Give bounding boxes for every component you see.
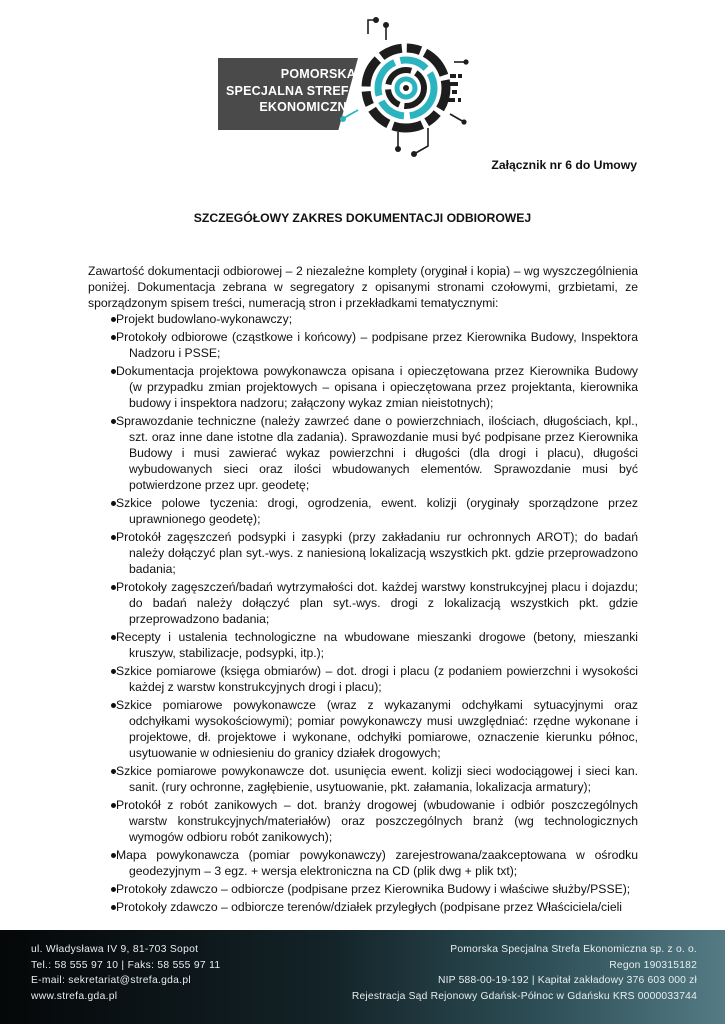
bullet-icon xyxy=(111,803,116,808)
logo-line-1: POMORSKA xyxy=(280,67,356,81)
list-item: Szkice polowe tyczenia: drogi, ogrodzenia, ewent. kolizji (oryginały sporządzone przez uprawnionego geodetę); xyxy=(88,495,638,527)
footer-company: Pomorska Specjalna Strefa Ekonomiczna sp. z o. o. xyxy=(450,944,697,955)
list-item: Recepty i ustalenia technologiczne na wbudowane mieszanki drogowe (betony, mieszanki kruszyw, stabilizacje, podsypki, itp.); xyxy=(88,629,638,661)
bullet-icon xyxy=(111,335,116,340)
list-item: Mapa powykonawcza (pomiar powykonawczy) zarejestrowana/zaakceptowana w ośrodku geodezyjnym – 3 egz. + wersja elektroniczna na CD (plik dwg + plik txt); xyxy=(88,847,638,879)
document-title: SZCZEGÓŁOWY ZAKRES DOKUMENTACJI ODBIOROWEJ xyxy=(193,211,532,225)
bullet-icon xyxy=(111,535,116,540)
list-item: Protokoły zagęszczeń/badań wytrzymałości dot. każdej warstwy konstrukcyjnej placu i dojazdu; do badań należy dołączyć plan syt.-wys. drogi z lokalizacją wszystkich pkt. gdzie przeprowadzono badania; xyxy=(88,579,638,627)
list-item: Protokół zagęszczeń podsypki i zasypki (przy zakładaniu rur ochronnych AROT); do badań należy dołączyć plan syt.-wys. z naniesioną lokalizacją wszystkich pkt. gdzie przeprowadzono badania; xyxy=(88,529,638,577)
list-item: Szkice pomiarowe (księga obmiarów) – dot. drogi i placu (z podaniem powierzchni i wysokości każdej z warstw konstrukcyjnych drogi i placu); xyxy=(88,663,638,695)
footer-regon: Regon 190315182 xyxy=(609,959,697,971)
list-item: Szkice pomiarowe powykonawcze (wraz z wykazanymi odchyłkami sytuacyjnymi oraz odchyłkami wysokościowymi); pomiar powykonawczy musi uwzględniać: rzędne wykonane i projektowe, dł. projektowe i wykonane, odchyłki pomiarowe, oznaczenie kierunku północ, usytuowanie w odniesieniu do granicy działek drogowych; xyxy=(88,697,638,761)
footer-phone: Tel.: 58 555 97 10 | Faks: 58 555 97 11 xyxy=(31,959,221,971)
footer xyxy=(0,930,725,1024)
logo-line-3: EKONOMICZNA xyxy=(259,100,356,114)
list-item: Protokoły zdawczo – odbiorcze (podpisane przez Kierownika Budowy i właściwe służby/PSSE); xyxy=(88,881,638,897)
bullet-icon xyxy=(111,635,116,640)
footer-contact xyxy=(31,942,220,1004)
annex-label: Załącznik nr 6 do Umowy xyxy=(491,158,637,172)
bullet-icon xyxy=(111,905,116,910)
footer-krs: Rejestracja Sąd Rejonowy Gdańsk-Północ w Gdańsku KRS 0000033744 xyxy=(351,990,697,1002)
logo-text xyxy=(226,66,356,116)
logo-line-2: SPECJALNA STREFA xyxy=(226,83,358,98)
bullet-icon xyxy=(111,669,116,674)
intro-paragraph: Zawartość dokumentacji odbiorowej – 2 niezależne komplety (oryginał i kopia) – wg wyszczególnienia poniżej. Dokumentacja zebrana w segregatory z opisanymi stronami czołowymi, grzbietami, ze sporządzonym spisem treści, numeracją stron i przekładkami tematycznymi: xyxy=(88,264,638,310)
bullet-icon xyxy=(111,369,116,374)
bullet-icon xyxy=(111,703,116,708)
list-item: Protokoły odbiorowe (cząstkowe i końcowy) – podpisane przez Kierownika Budowy, Inspektora Nadzoru i PSSE; xyxy=(88,329,638,361)
logo xyxy=(218,14,470,160)
bullet-icon xyxy=(111,419,116,424)
documentation-list xyxy=(88,311,638,915)
bullet-icon xyxy=(111,769,116,774)
bullet-icon xyxy=(111,853,116,858)
document-body xyxy=(88,263,638,917)
bullet-icon xyxy=(111,887,116,892)
bullet-icon xyxy=(111,501,116,506)
bullet-icon xyxy=(111,585,116,590)
list-item: Projekt budowlano-wykonawczy; xyxy=(88,311,638,327)
footer-website[interactable]: www.strefa.gda.pl xyxy=(31,990,118,1002)
list-item: Szkice pomiarowe powykonawcze dot. usunięcia ewent. kolizji sieci wodociągowej i sieci kan. sanit. (rury ochronne, zagłębienie, usytuowanie, pkt. załamania, lokalizacja armatury); xyxy=(88,763,638,795)
list-item: Sprawozdanie techniczne (należy zawrzeć dane o powierzchniach, ilościach, długościach, kpl., szt. oraz inne dane istotne dla zadania). Sprawozdanie musi być podpisane przez Kierownika Budowy i musi zawierać wykaz powierzchni i długości (dla drogi i placu), długości wybudowanych sieci oraz ilości wbudowanych elementów. Sprawozdanie musi być potwierdzone przez upr. geodetę; xyxy=(88,413,638,493)
list-item: Protokoły zdawczo – odbiorcze terenów/działek przyległych (podpisane przez Właściciela/cieli xyxy=(88,899,638,915)
footer-address: ul. Władysława IV 9, 81-703 Sopot xyxy=(31,944,199,955)
footer-nip: NIP 588-00-19-192 | Kapitał zakładowy 376 603 000 zł xyxy=(437,975,697,986)
bullet-icon xyxy=(111,317,116,322)
list-item: Dokumentacja projektowa powykonawcza opisana i opieczętowana przez Kierownika Budowy (w przypadku zmian projektowych – opisana i opieczętowana przez projektanta, kierownika budowy i inspektora nadzoru; załączony wykaz zmian nieistotnych); xyxy=(88,363,638,411)
list-item: Protokół z robót zanikowych – dot. branży drogowej (wbudowanie i odbiór poszczególnych warstw konstrukcyjnych/materiałów) oraz poszczególnych branż (wg technologicznych wymogów odbioru robót zanikowych); xyxy=(88,797,638,845)
footer-email[interactable]: E-mail: sekretariat@strefa.gda.pl xyxy=(31,975,191,986)
footer-company-info xyxy=(352,942,697,1004)
